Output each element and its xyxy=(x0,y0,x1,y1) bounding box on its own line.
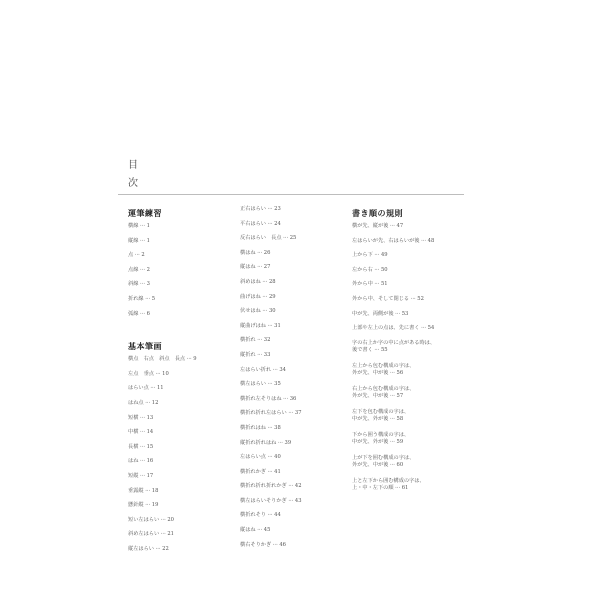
toc-entry[interactable] xyxy=(240,396,302,411)
toc-entry[interactable] xyxy=(128,252,197,267)
toc-entry[interactable] xyxy=(240,542,302,557)
toc-entry[interactable] xyxy=(352,223,435,238)
toc-entry-text: 短縦 ··· 17 xyxy=(128,472,154,479)
toc-entry-text: 点 ··· 2 xyxy=(128,252,145,259)
toc-entry-text: 縦線 ··· 1 xyxy=(128,237,150,244)
toc-entry-text: 上・中・左下の順 ··· 61 xyxy=(352,484,409,491)
toc-entry-text: 中が先、外が後 ··· 59 xyxy=(352,438,404,445)
toc-entry[interactable] xyxy=(240,221,302,236)
title-divider xyxy=(118,194,464,195)
toc-entry-text: 横右そりかぎ ··· 46 xyxy=(240,541,286,548)
toc-entry-text: 縦左はらい ··· 22 xyxy=(128,545,169,552)
toc-entry-text: 外から中 ··· 51 xyxy=(352,281,388,288)
toc-entry[interactable] xyxy=(128,517,197,532)
toc-entry-text: 上から下 ··· 49 xyxy=(352,252,388,259)
toc-entry[interactable] xyxy=(128,356,197,371)
toc-title-char-2: 次 xyxy=(128,178,138,189)
toc-entry-text: 字の右上か字の中に点がある時は、 xyxy=(352,339,436,346)
toc-entry[interactable] xyxy=(352,363,435,386)
toc-entry[interactable] xyxy=(128,546,197,561)
toc-entry-text: 縦曲げはね ··· 31 xyxy=(240,322,281,329)
toc-entry[interactable] xyxy=(240,250,302,265)
toc-entry-text: 正右はらい ··· 23 xyxy=(240,206,281,212)
toc-entry-text: 横折れ ··· 32 xyxy=(240,337,271,344)
toc-entry[interactable] xyxy=(240,279,302,294)
toc-entry-text: 横点 右点 斜点 長点 ··· 9 xyxy=(128,356,197,363)
toc-entry-text: はね ··· 16 xyxy=(128,458,154,465)
toc-entry[interactable] xyxy=(128,400,197,415)
toc-column-2 xyxy=(240,206,302,556)
toc-entry[interactable] xyxy=(240,527,302,542)
toc-entry[interactable] xyxy=(128,223,197,238)
toc-entry[interactable] xyxy=(128,502,197,517)
toc-entry-text: 外が先、中が後 ··· 56 xyxy=(352,369,404,376)
toc-entry-text: 横折れ左そりはね ··· 36 xyxy=(240,395,297,402)
toc-entry-text: 横左はらいそりかぎ ··· 43 xyxy=(240,497,302,504)
toc-entry[interactable] xyxy=(352,281,435,296)
toc-entry[interactable] xyxy=(128,385,197,400)
toc-entry-text: 弧線 ··· 6 xyxy=(128,310,150,317)
toc-entry[interactable] xyxy=(128,458,197,473)
toc-entry-text: 左下を包む構成の字は、 xyxy=(352,408,410,415)
toc-entry-text: 縦折れ ··· 33 xyxy=(240,351,271,358)
toc-entry-text: 横が先、縦が後 ··· 47 xyxy=(352,223,404,229)
toc-entry-text: 平右はらい ··· 24 xyxy=(240,220,281,227)
toc-entry[interactable] xyxy=(240,483,302,498)
section-heading: 運筆練習 xyxy=(128,208,162,218)
toc-entry-text: 横左はらい ··· 35 xyxy=(240,381,281,388)
toc-entry-text: 垂露縦 ··· 18 xyxy=(128,487,159,494)
toc-entry[interactable] xyxy=(128,415,197,430)
toc-entry-text: 縦はね ··· 45 xyxy=(240,527,271,534)
toc-entry[interactable] xyxy=(352,432,435,455)
toc-entry-text: 外が先、中が後 ··· 57 xyxy=(352,392,404,399)
toc-entry-text: 左はらい折れ ··· 34 xyxy=(240,366,286,373)
toc-entry[interactable] xyxy=(352,455,435,478)
toc-entry-text: 長横 ··· 15 xyxy=(128,443,154,450)
toc-title-char-1: 目 xyxy=(128,160,138,171)
toc-entry-text: 斜め左はらい ··· 21 xyxy=(128,531,174,538)
toc-entry-text: 短横 ··· 13 xyxy=(128,414,154,421)
toc-entry[interactable] xyxy=(128,281,197,296)
toc-entry[interactable] xyxy=(240,410,302,425)
toc-entry-text: 横折れはね ··· 38 xyxy=(240,424,281,431)
toc-entry-text: 左はらいが先、右はらいが後 ··· 48 xyxy=(352,237,435,244)
toc-entry[interactable] xyxy=(240,367,302,382)
toc-entry-text: 横はね ··· 26 xyxy=(240,249,271,256)
toc-entry-text: 縦折れ折れはね ··· 39 xyxy=(240,439,292,446)
toc-entry[interactable] xyxy=(352,252,435,267)
toc-entry-text: 横折れ折れ折れかぎ ··· 42 xyxy=(240,483,302,490)
toc-entry-text: 横折れ折れ左はらい ··· 37 xyxy=(240,410,302,417)
toc-entry[interactable] xyxy=(240,381,302,396)
toc-entry-text: 上部や左上の点は、先に書く ··· 54 xyxy=(352,325,435,332)
toc-entry-text: 横折れかぎ ··· 41 xyxy=(240,468,281,475)
toc-entry[interactable] xyxy=(240,206,302,221)
toc-entry[interactable] xyxy=(240,264,302,279)
toc-entry-text: 後で書く ··· 55 xyxy=(352,346,388,353)
toc-entry[interactable] xyxy=(352,238,435,253)
toc-entry[interactable] xyxy=(128,531,197,546)
section-heading: 基本筆画 xyxy=(128,341,162,352)
toc-entry[interactable] xyxy=(240,440,302,455)
toc-entry-text: 下から囲う構成の字は、 xyxy=(352,431,410,438)
toc-entry-text: 点線 ··· 2 xyxy=(128,266,150,273)
toc-entry[interactable] xyxy=(352,311,435,326)
toc-entry-text: 横線 ··· 1 xyxy=(128,223,150,229)
toc-entry-text: 曲げはね ··· 29 xyxy=(240,293,276,300)
toc-entry[interactable] xyxy=(128,444,197,459)
toc-entry[interactable] xyxy=(128,371,197,386)
toc-entry-text: 斜線 ··· 3 xyxy=(128,281,150,288)
toc-entry[interactable] xyxy=(128,488,197,503)
toc-entry[interactable] xyxy=(240,337,302,352)
toc-entry-text: 斜めはね ··· 28 xyxy=(240,278,276,285)
toc-entry[interactable] xyxy=(240,469,302,484)
toc-entry-text: 左点 垂点 ··· 10 xyxy=(128,370,169,377)
toc-entry-text: 横折れそり ··· 44 xyxy=(240,512,281,519)
toc-entry-text: 外から中、そして閉じる ··· 52 xyxy=(352,295,424,302)
toc-entry-text: 縦はね ··· 27 xyxy=(240,264,271,271)
toc-entry[interactable] xyxy=(240,308,302,323)
toc-entry[interactable] xyxy=(128,429,197,444)
toc-entry[interactable] xyxy=(128,296,197,311)
toc-entry-text: はらい点 ··· 11 xyxy=(128,385,164,392)
toc-entry[interactable] xyxy=(352,478,435,501)
toc-entry[interactable] xyxy=(240,498,302,513)
toc-entry-text: 左はらい点 ··· 40 xyxy=(240,454,281,461)
toc-entry-text: 右上から包む構成の字は、 xyxy=(352,385,415,392)
toc-entry-text: はね点 ··· 12 xyxy=(128,399,159,406)
toc-entry-text: 中横 ··· 14 xyxy=(128,429,154,436)
toc-entry[interactable] xyxy=(240,454,302,469)
toc-entry[interactable] xyxy=(128,473,197,488)
section-heading: 書き順の規則 xyxy=(352,208,403,218)
toc-entry[interactable] xyxy=(128,311,197,326)
toc-column-3 xyxy=(352,206,435,501)
toc-entry[interactable] xyxy=(352,386,435,409)
toc-entry-text: 短い左はらい ··· 20 xyxy=(128,516,174,523)
toc-entry-text: 懸針縦 ··· 19 xyxy=(128,502,159,509)
toc-entry[interactable] xyxy=(352,296,435,311)
toc-entry[interactable] xyxy=(240,294,302,309)
toc-entry[interactable] xyxy=(128,238,197,253)
toc-entry-text: 反右はらい 長点 ··· 25 xyxy=(240,235,297,242)
toc-entry-text: 左から右 ··· 50 xyxy=(352,266,388,273)
toc-entry-text: 左上から包む構成の字は、 xyxy=(352,362,415,369)
toc-entry-text: 中が先、両側が後 ··· 53 xyxy=(352,310,409,317)
toc-entry[interactable] xyxy=(240,425,302,440)
toc-entry[interactable] xyxy=(128,267,197,282)
toc-entry[interactable] xyxy=(240,352,302,367)
toc-entry[interactable] xyxy=(240,235,302,250)
toc-entry[interactable] xyxy=(240,512,302,527)
toc-entry-text: 伏せはね ··· 30 xyxy=(240,308,276,315)
toc-entry[interactable] xyxy=(240,323,302,338)
toc-entry-text: 折れ線 ··· 5 xyxy=(128,295,156,302)
toc-entry-text: 上と左下から囲む構成の字は、 xyxy=(352,477,425,484)
toc-entry-text: 中が先、外が後 ··· 58 xyxy=(352,415,404,422)
toc-entry[interactable] xyxy=(352,325,435,340)
toc-column-1 xyxy=(128,206,197,560)
toc-entry-text: 外が先、中が後 ··· 60 xyxy=(352,461,404,468)
toc-entry[interactable] xyxy=(352,267,435,282)
toc-entry[interactable] xyxy=(352,409,435,432)
toc-entry-text: 上が下を囲む構成の字は、 xyxy=(352,454,415,461)
toc-entry[interactable] xyxy=(352,340,435,363)
